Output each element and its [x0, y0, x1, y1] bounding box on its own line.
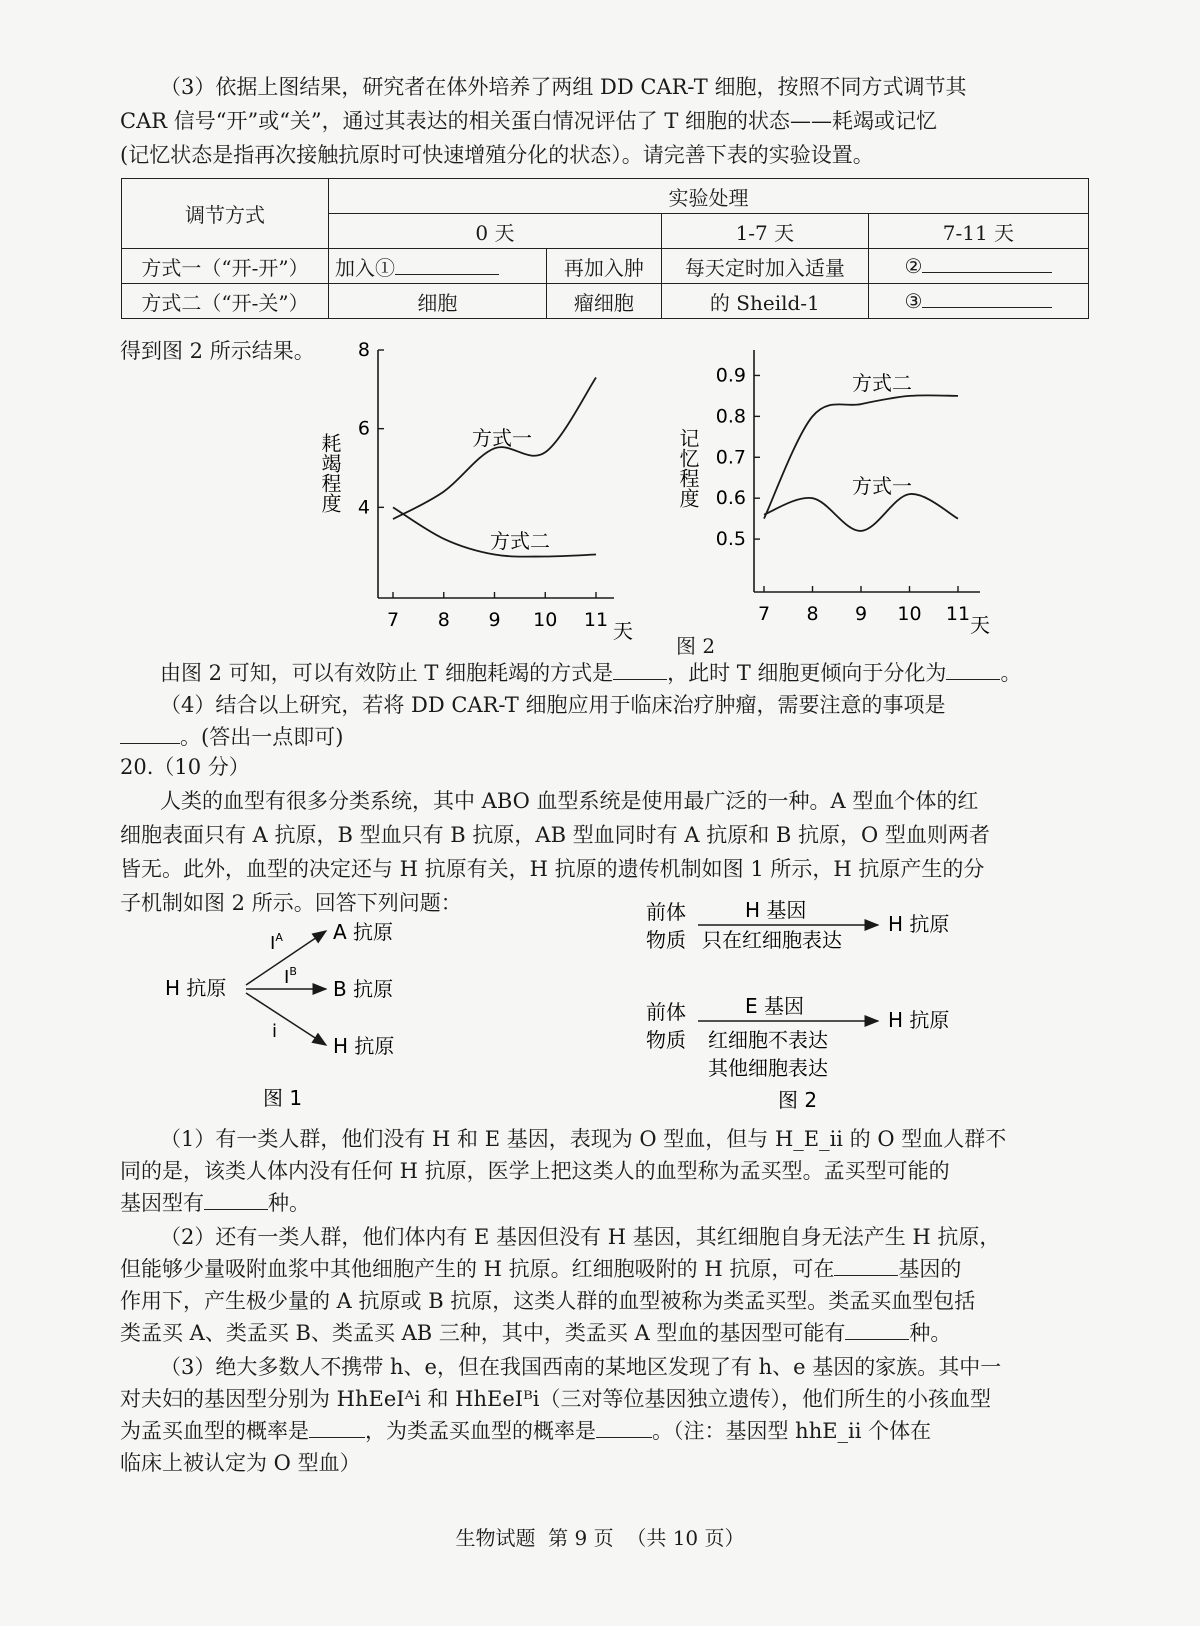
blank-differentiate: [946, 661, 1000, 680]
fig1-a-antigen: A 抗原: [333, 920, 394, 944]
x-tick-label: 11: [583, 609, 609, 631]
y-tick-label: 6: [357, 417, 370, 440]
series-label-1: 方式二: [852, 371, 912, 395]
y-tick-label: 0.8: [715, 405, 746, 428]
table-add-cell: [328, 249, 546, 284]
table-daily-2: 的 Sheild-1: [661, 284, 868, 319]
fig2-q-b: ，此时 T 细胞更倾向于分化为: [667, 661, 947, 685]
table-cell-word: 细胞: [328, 284, 546, 319]
series-label-2: 方式一: [852, 474, 912, 498]
table-header-mode: 调节方式: [122, 179, 329, 249]
q20-3-line4: 临床上被认定为 O 型血）: [120, 1451, 361, 1475]
h-gene-label: H 基因: [745, 898, 807, 922]
q4-line1: （4）结合以上研究，若将 DD CAR-T 细胞应用于临床治疗肿瘤，需要注意的事项是: [160, 693, 946, 717]
fig2-question: [120, 658, 1090, 688]
q20-header: 20.（10 分）: [120, 755, 250, 779]
x-tick-label: 7: [386, 609, 400, 631]
table-blank-3: [868, 284, 1088, 319]
arrow-to-h: [246, 993, 326, 1045]
table-tumor-2: 瘤细胞: [546, 284, 661, 319]
blank-2: [922, 254, 1052, 273]
table-header-treatment: 实验处理: [328, 179, 1088, 214]
y-axis-label: 耗竭程度: [318, 433, 342, 513]
table-blank-2: [868, 249, 1088, 284]
y-tick-label: 0.5: [715, 528, 746, 551]
q20-2-l2a: 但能够少量吸附血浆中其他细胞产生的 H 抗原。红细胞吸附的 H 抗原，可在: [120, 1257, 835, 1281]
figure-1-diagram: [150, 905, 440, 1115]
fig1-source: H 抗原: [165, 976, 227, 1000]
q19-3-line1: （3）依据上图结果，研究者在体外培养了两组 DD CAR-T 细胞，按照不同方式调节其: [160, 75, 967, 99]
q20-2-line1: （2）还有一类人群，他们体内有 E 基因但没有 H 基因，其红细胞自身无法产生 H 抗原，: [160, 1225, 1001, 1249]
fig1-h-antigen: H 抗原: [333, 1034, 395, 1058]
y-tick-label: 4: [357, 496, 370, 519]
q20-1-l3b: 种。: [268, 1191, 310, 1215]
allele-i: i: [272, 1021, 278, 1042]
q20-2-line3: 作用下，产生极少量的 A 抗原或 B 抗原，这类人群的血型被称为类孟买型。类孟买血型包括: [120, 1289, 976, 1313]
q20-2-l4b: 种。: [909, 1321, 952, 1345]
series-line-2: [764, 494, 958, 531]
blank-q20-3a: [309, 1419, 365, 1438]
q20-1-line1: （1）有一类人群，他们没有 H 和 E 基因，表现为 O 型血，但与 H_E_ii 的 O 型血人群不: [160, 1127, 1007, 1151]
q20-3-line1: （3）绝大多数人不携带 h、e，但在我国西南的某地区发现了有 h、e 基因的家族。其中一: [160, 1355, 1002, 1379]
q19-3-line3: (记忆状态是指再次接触抗原时可快速增殖分化的状态）。请完善下表的实验设置。: [120, 143, 874, 167]
h-antigen-1: H 抗原: [888, 912, 950, 936]
table-daily-1: 每天定时加入适量: [661, 249, 868, 284]
blank-2-label: ②: [904, 254, 923, 278]
table-header-day1-7: 1-7 天: [661, 214, 868, 249]
fig1-caption: 图 1: [263, 1086, 303, 1110]
fig2-caption: 图 2: [676, 634, 716, 658]
q20-1-line3: [120, 1188, 1090, 1218]
blank-q4: [120, 725, 180, 744]
x-tick-label: 10: [897, 603, 922, 625]
y-tick-label: 0.7: [715, 446, 746, 469]
blank-3-label: ③: [904, 289, 923, 313]
x-tick-label: 8: [437, 609, 450, 631]
h-gene-expression: 只在红细胞表达: [702, 928, 842, 952]
page-footer: 生物试题 第 9 页 （共 10 页）: [455, 1526, 745, 1550]
blank-q20-2b: [845, 1321, 909, 1340]
fig1-b-antigen: B 抗原: [333, 977, 394, 1001]
q20-p4: 子机制如图 2 所示。回答下列问题：: [120, 891, 462, 915]
q20-2-l4a: 类孟买 A、类孟买 B、类孟买 AB 三种，其中，类孟买 A 型血的基因型可能有: [120, 1321, 846, 1345]
e-gene-expression-2: 其他细胞表达: [708, 1056, 828, 1080]
x-axis-unit: 天: [613, 619, 633, 643]
table-mode2: 方式二（“开-关”）: [122, 284, 329, 319]
allele-ia: $I^A$: [270, 931, 283, 954]
q20-p1: 人类的血型有很多分类系统，其中 ABO 血型系统是使用最广泛的一种。A 型血个体的红: [160, 789, 979, 813]
y-axis-label: 记忆程度: [676, 428, 700, 508]
x-tick-label: 8: [806, 603, 819, 625]
precursor-1a: 前体: [646, 900, 686, 924]
q20-3-line3: [120, 1416, 1090, 1446]
table-header-day0: 0 天: [328, 214, 661, 249]
experiment-table: [121, 178, 1089, 319]
y-tick-label: 0.9: [715, 364, 746, 387]
q4-line2: [120, 722, 1090, 752]
fig2b-caption: 图 2: [778, 1088, 818, 1112]
q20-2-line2: [120, 1254, 1090, 1284]
q20-2-l2b: 基因的: [898, 1257, 962, 1281]
exhaustion-chart: [318, 339, 640, 645]
e-gene-expression-1: 红细胞不表达: [708, 1028, 828, 1052]
x-tick-label: 9: [854, 603, 868, 625]
table-header-day7-11: 7-11 天: [868, 214, 1088, 249]
precursor-2a: 前体: [646, 1000, 686, 1024]
x-tick-label: 9: [488, 609, 501, 631]
y-tick-label: 8: [357, 339, 370, 361]
h-antigen-2: H 抗原: [888, 1008, 950, 1032]
fig2-q-a: 由图 2 可知，可以有效防止 T 细胞耗竭的方式是: [160, 661, 614, 685]
q20-1-l3a: 基因型有: [120, 1191, 204, 1215]
q20-p3: 皆无。此外，血型的决定还与 H 抗原有关，H 抗原的遗传机制如图 1 所示，H 抗原产生的分: [120, 857, 985, 881]
q20-2-line4: [120, 1318, 1090, 1348]
add-prefix: 加入①: [334, 255, 395, 280]
blank-q20-2a: [834, 1257, 898, 1276]
table-tumor-1: 再加入肿: [546, 249, 661, 284]
y-tick-label: 0.6: [715, 487, 746, 510]
q20-1-line2: 同的是，该类人体内没有任何 H 抗原，医学上把这类人的血型称为孟买型。孟买型可能的: [120, 1159, 950, 1183]
table-mode1: 方式一（“开-开”）: [122, 249, 329, 284]
q20-3-l3c: 。（注：基因型 hhE_ii 个体在: [652, 1419, 932, 1443]
q20-3-l3a: 为孟买血型的概率是: [120, 1419, 309, 1443]
x-axis-unit: 天: [970, 613, 990, 637]
blank-q20-3b: [596, 1419, 652, 1438]
q20-3-l3b: ，为类孟买血型的概率是: [365, 1419, 596, 1443]
series-label-2: 方式二: [490, 529, 550, 553]
blank-3: [922, 289, 1052, 308]
x-tick-label: 7: [757, 603, 771, 625]
blank-q20-1: [204, 1191, 268, 1210]
allele-ib: $I^B$: [284, 965, 297, 988]
figure-2-diagram: [640, 895, 980, 1115]
q19-3-line2: CAR 信号“开”或“关”，通过其表达的相关蛋白情况评估了 T 细胞的状态——耗竭或记忆: [120, 109, 938, 133]
series-label-1: 方式一: [472, 426, 532, 450]
q20-3-line2: 对夫妇的基因型分别为 HhEeIᴬi 和 HhEeIᴮi（三对等位基因独立遗传），他们所生的小孩血型: [120, 1387, 992, 1411]
blank-mode: [613, 661, 667, 680]
q4-tail: 。(答出一点即可): [180, 725, 344, 749]
blank-1: [395, 256, 499, 275]
fig2-q-c: 。: [1000, 661, 1022, 685]
x-tick-label: 10: [533, 609, 558, 631]
result-intro: 得到图 2 所示结果。: [120, 339, 315, 363]
precursor-2b: 物质: [646, 1028, 686, 1052]
memory-chart: [676, 350, 1010, 645]
e-gene-label: E 基因: [745, 994, 804, 1018]
q20-p2: 细胞表面只有 A 抗原，B 型血只有 B 抗原，AB 型血同时有 A 抗原和 B 抗原，O 型血则两者: [120, 823, 990, 847]
precursor-1b: 物质: [646, 928, 686, 952]
x-tick-label: 11: [945, 603, 971, 625]
